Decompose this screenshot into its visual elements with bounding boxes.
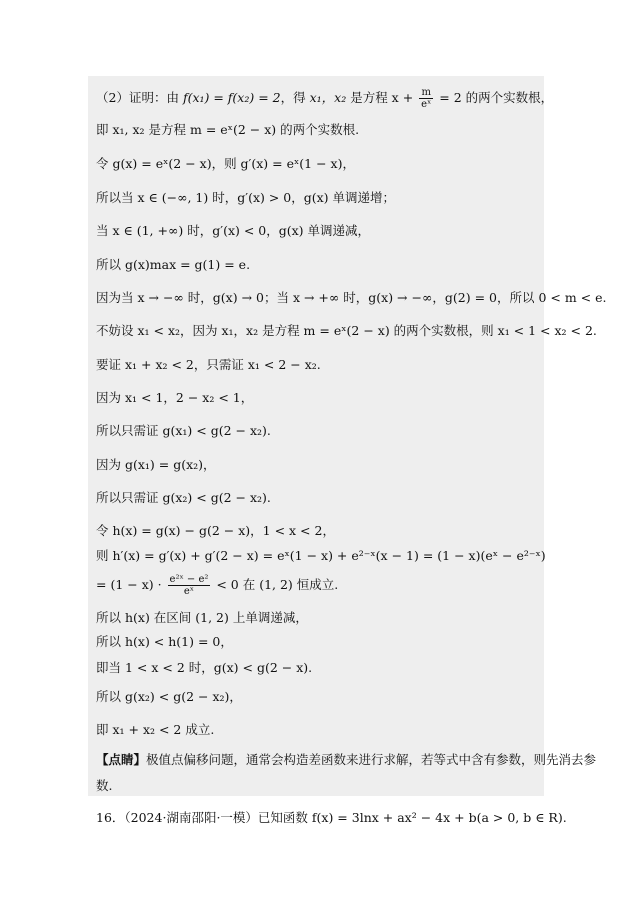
tip-line-2: 数. [96,778,113,793]
proof-line-6: 所以 g(x)max = g(1) = e. [96,257,251,272]
proof-line-21: 即 x₁ + x₂ < 2 成立. [96,722,215,737]
proof-line-5: 当 x ∈ (1, +∞) 时，g′(x) < 0，g(x) 单调递减， [96,223,371,238]
proof-line-15: 则 h′(x) = g′(x) + g′(2 − x) = eˣ(1 − x) + e²⁻ˣ(x − 1) = (1 − x)(eˣ − e²⁻ˣ) [96,548,546,563]
proof-line-16: = (1 − x) · $\frac{\text{e²ˣ − e²}}{\text{eˣ}}$ < 0 在 (1, 2) 恒成立. [96,574,339,597]
proof-line-7: 因为当 x → −∞ 时，g(x) → 0；当 x → +∞ 时，g(x) → −∞，g(2) = 0，所以 0 < m < e. [96,290,607,305]
proof-line-12: 因为 g(x₁) = g(x₂)， [96,457,216,472]
fraction-derivative: $\frac{\text{e²ˣ − e²}}{\text{eˣ}}$ [169,574,209,597]
proof-line-10: 因为 x₁ < 1，2 − x₂ < 1， [96,390,254,405]
proof-line-1: （2）证明：由 f(x₁) = f(x₂) = 2，得 x₁，x₂ 是方程 x + $\frac{m}{\text{eˣ}}$ = 2 的两个实数根， [96,87,554,110]
tip-label: 【点睛】 [96,752,147,767]
problem-16: 16．（2024·湖南邵阳·一模）已知函数 f(x) = 3lnx + ax² − 4x + b(a > 0, b ∈ R). [96,810,567,825]
proof-line-8: 不妨设 x₁ < x₂，因为 x₁，x₂ 是方程 m = eˣ(2 − x) 的两个实数根，则 x₁ < 1 < x₂ < 2. [96,323,597,338]
proof-line-2: 即 x₁, x₂ 是方程 m = eˣ(2 − x) 的两个实数根. [96,122,360,137]
proof-line-14: 令 h(x) = g(x) − g(2 − x)，1 < x < 2， [96,523,335,538]
proof-line-17: 所以 h(x) 在区间 (1, 2) 上单调递减， [96,610,308,625]
proof-line-19: 即当 1 < x < 2 时，g(x) < g(2 − x). [96,660,313,675]
proof-line-9: 要证 x₁ + x₂ < 2，只需证 x₁ < 2 − x₂. [96,357,321,372]
proof-line-20: 所以 g(x₂) < g(2 − x₂)， [96,689,242,704]
proof-line-11: 所以只需证 g(x₁) < g(2 − x₂). [96,423,271,438]
tip-line-1: 【点睛】极值点偏移问题，通常会构造差函数来进行求解，若等式中含有参数，则先消去参 [96,752,597,767]
proof-line-18: 所以 h(x) < h(1) = 0， [96,634,233,649]
fraction-m-over-ex: $\frac{m}{\text{eˣ}}$ [421,87,432,110]
proof-line-4: 所以当 x ∈ (−∞, 1) 时，g′(x) > 0，g(x) 单调递增； [96,190,396,205]
proof-line-3: 令 g(x) = eˣ(2 − x)，则 g′(x) = eˣ(1 − x)， [96,156,355,171]
proof-line-13: 所以只需证 g(x₂) < g(2 − x₂). [96,490,271,505]
